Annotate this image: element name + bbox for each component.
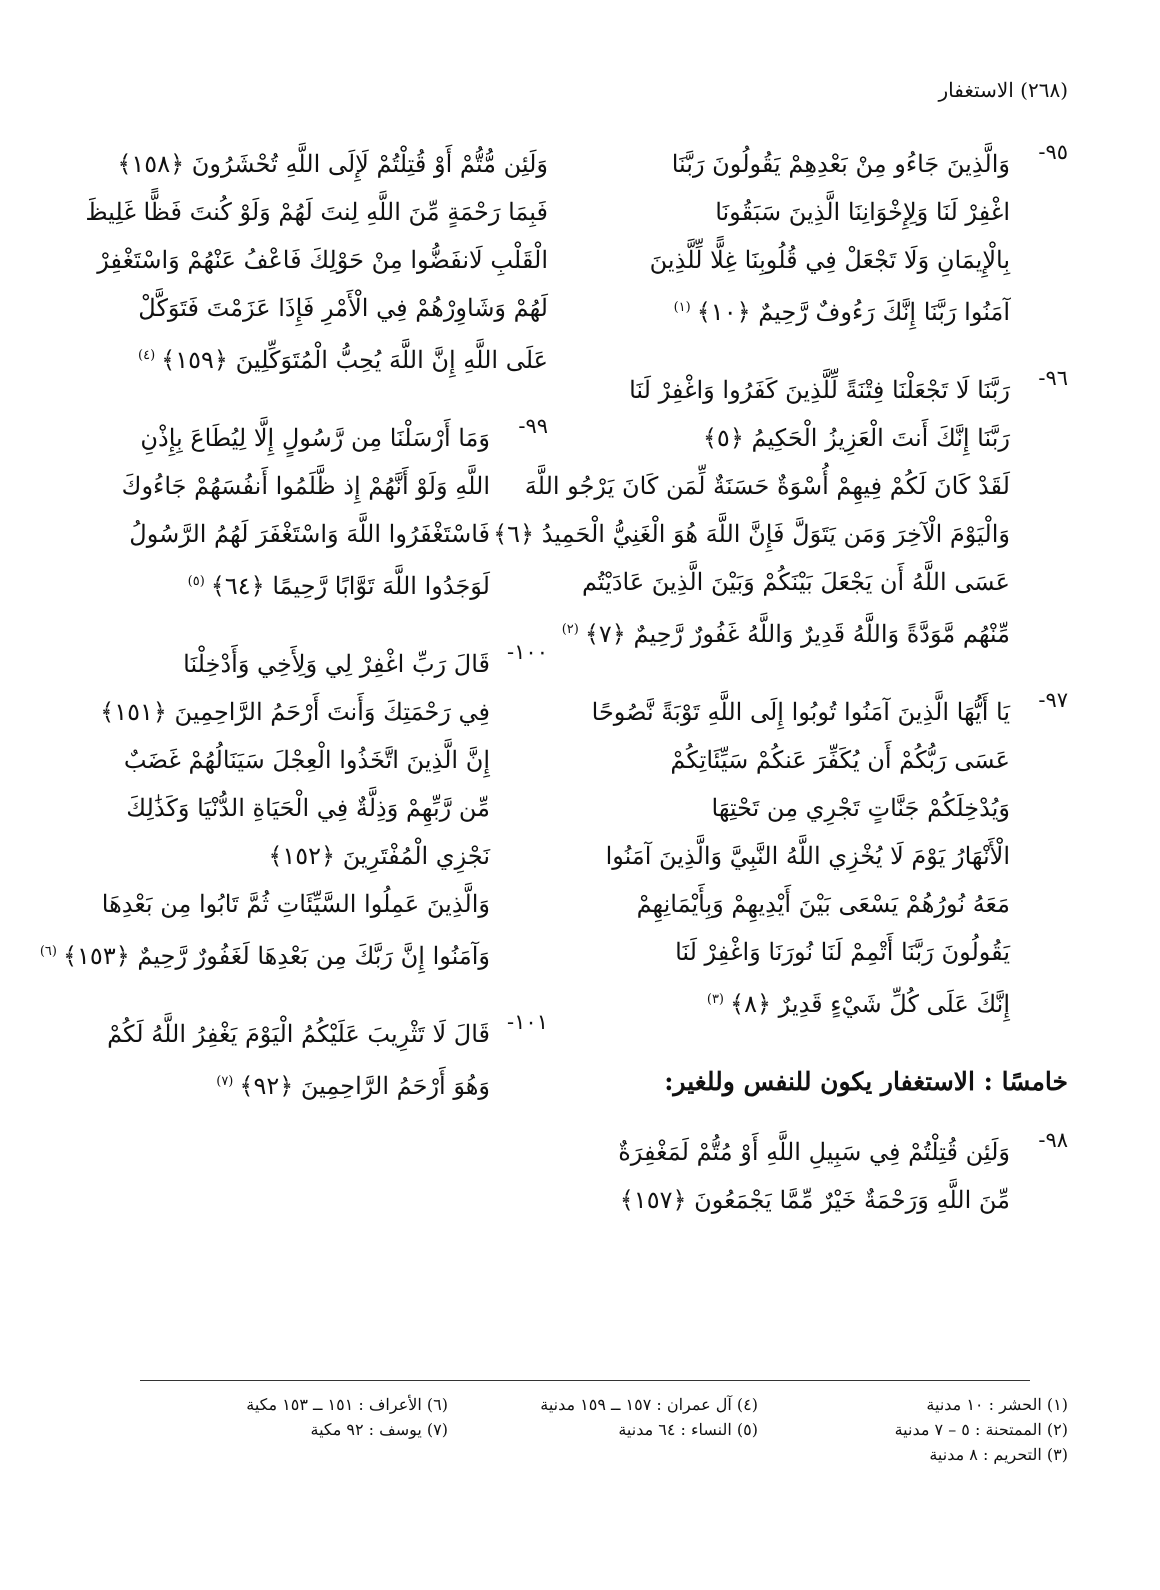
footnote: (٥) النساء : ٦٤ مدنية <box>618 1420 758 1439</box>
verse-entry <box>39 640 548 976</box>
verse-lines <box>39 640 490 976</box>
verse-text: مِّنْهُم مَّوَدَّةً وَاللَّهُ قَدِيرٌ وَاللَّهُ غَفُورٌ رَّحِيمٌ ﴿٧﴾ <box>584 620 1010 648</box>
verse-line <box>493 510 1010 558</box>
verse-text: اللَّهِ وَلَوْ أَنَّهُمْ إِذ ظَّلَمُوا أَنفُسَهُمْ جَاءُوكَ <box>121 472 490 500</box>
verse-line <box>97 236 548 284</box>
verse-line <box>118 510 490 558</box>
verse-line <box>638 284 1010 332</box>
verse-text: وَيُدْخِلَكُمْ جَنَّاتٍ تَجْرِي مِن تَحْتِهَا <box>711 794 1010 822</box>
verse-text: وَلَئِن قُتِلْتُمْ فِي سَبِيلِ اللَّهِ أَوْ مُتُّمْ لَمَغْفِرَةٌ <box>618 1138 1010 1166</box>
verse-text: مِّنَ اللَّهِ وَرَحْمَةٌ خَيْرٌ مِّمَّا يَجْمَعُونَ ﴿١٥٧﴾ <box>619 1186 1010 1214</box>
verse-text: وَالَّذِينَ جَاءُو مِنْ بَعْدِهِمْ يَقُولُونَ رَبَّنَا <box>671 150 1010 178</box>
verse-text: فِي رَحْمَتِكَ وَأَنتَ أَرْحَمُ الرَّاحِمِينَ ﴿١٥١﴾ <box>100 698 490 726</box>
verse-entry <box>618 1128 1068 1224</box>
verse-line <box>638 140 1010 188</box>
verse-lines <box>107 1010 490 1106</box>
verse-text: وَمَا أَرْسَلْنَا مِن رَّسُولٍ إِلَّا لِيُطَاعَ بِإِذْنِ <box>140 424 490 452</box>
footnote-ref: (٣) <box>706 992 724 1007</box>
verse-entry <box>591 688 1068 1024</box>
verse-line <box>118 332 548 380</box>
verse-line <box>638 736 1010 784</box>
verse-entry <box>107 1010 548 1106</box>
footnotes <box>138 1392 1068 1467</box>
footnote-ref: (٧) <box>216 1074 234 1089</box>
verse-line <box>118 462 490 510</box>
verse-line <box>591 688 1010 736</box>
verse-line <box>581 558 1010 606</box>
footnote: (١) الحشر : ١٠ مدنية <box>926 1395 1068 1414</box>
verse-line <box>629 366 1010 414</box>
page-header: (٢٦٨) الاستغفار <box>938 78 1068 102</box>
verse-text: يَقُولُونَ رَبَّنَا أَتْمِمْ لَنَا نُورَنَا وَاغْفِرْ لَنَا <box>675 938 1010 966</box>
verse-text: فَبِمَا رَحْمَةٍ مِّنَ اللَّهِ لِنتَ لَهُمْ وَلَوْ كُنتَ فَظًّا غَلِيظَ <box>85 198 548 226</box>
verse-text: وَلَئِن مُّتُّمْ أَوْ قُتِلْتُمْ لَإِلَى اللَّهِ تُحْشَرُونَ ﴿١٥٨﴾ <box>117 150 548 178</box>
verse-lines <box>118 414 490 606</box>
footnote-ref: (٥) <box>187 574 205 589</box>
footnote-divider <box>140 1380 1030 1381</box>
verse-text: وَهُوَ أَرْحَمُ الرَّاحِمِينَ ﴿٩٢﴾ <box>239 1072 490 1100</box>
verse-text: بِالْإِيمَانِ وَلَا تَجْعَلْ فِي قُلُوبِنَا غِلًّا لِّلَّذِينَ <box>649 246 1010 274</box>
verse-text: قَالَ لَا تَثْرِيبَ عَلَيْكُمُ الْيَوْمَ يَغْفِرُ اللَّهُ لَكُمْ <box>107 1020 490 1048</box>
verse-text: مِّن رَّبِّهِمْ وَذِلَّةٌ فِي الْحَيَاةِ الدُّنْيَا وَكَذَٰلِكَ <box>126 794 490 822</box>
footnote: (٧) يوسف : ٩٢ مكية <box>310 1420 448 1439</box>
verse-text: آمَنُوا رَبَّنَا إِنَّكَ رَءُوفٌ رَّحِيمٌ ﴿١٠﴾ <box>696 298 1010 326</box>
footnote-ref: (٤) <box>138 348 156 363</box>
footnote-ref: (٦) <box>39 944 57 959</box>
verse-line <box>618 1128 1010 1176</box>
verse-number: ٩٨- <box>1038 1128 1068 1152</box>
verse-line <box>605 832 1010 880</box>
verse-line <box>638 928 1010 976</box>
verse-line <box>561 606 1010 654</box>
verse-line <box>39 928 490 976</box>
verse-line <box>118 558 490 606</box>
verse-lines <box>618 1128 1010 1224</box>
footnote: (٣) التحريم : ٨ مدنية <box>929 1445 1068 1464</box>
verse-entry <box>638 140 1068 332</box>
verse-text: الْقَلْبِ لَانفَضُّوا مِنْ حَوْلِكَ فَاعْفُ عَنْهُمْ وَاسْتَغْفِرْ <box>97 246 548 274</box>
verse-number: ١٠٠- <box>507 640 548 664</box>
verse-line <box>118 736 490 784</box>
footnote-ref: (١) <box>673 300 691 315</box>
verse-text: لَقَدْ كَانَ لَكُمْ فِيهِمْ أُسْوَةٌ حَسَنَةٌ لِّمَن كَانَ يَرْجُو اللَّهَ <box>524 472 1010 500</box>
verse-line <box>638 976 1010 1024</box>
verse-line <box>118 784 490 832</box>
verse-text: إِنَّ الَّذِينَ اتَّخَذُوا الْعِجْلَ سَيَنَالُهُمْ غَضَبٌ <box>123 746 490 774</box>
verse-lines <box>591 688 1010 1024</box>
verse-number: ٩٩- <box>518 414 548 438</box>
verse-line <box>118 140 548 188</box>
verse-text: رَبَّنَا إِنَّكَ أَنتَ الْعَزِيزُ الْحَكِيمُ ﴿٥﴾ <box>702 424 1010 452</box>
verse-number: ٩٦- <box>1038 366 1068 390</box>
footnote-column <box>178 1392 448 1467</box>
verse-text: يَا أَيُّهَا الَّذِينَ آمَنُوا تُوبُوا إِلَى اللَّهِ تَوْبَةً نَّصُوحًا <box>591 698 1010 726</box>
verse-line <box>638 188 1010 236</box>
verse-entry <box>118 414 548 606</box>
verse-text: وَآمَنُوا إِنَّ رَبَّكَ مِن بَعْدِهَا لَغَفُورٌ رَّحِيمٌ ﴿١٥٣﴾ <box>62 942 490 970</box>
verse-line <box>619 1176 1010 1224</box>
verse-text: عَسَى رَبُّكُمْ أَن يُكَفِّرَ عَنكُمْ سَيِّئَاتِكُمْ <box>670 746 1010 774</box>
verse-line <box>638 784 1010 832</box>
verse-line <box>638 236 1010 284</box>
verse-line <box>118 1058 490 1106</box>
verse-line <box>101 880 490 928</box>
left-column <box>39 140 548 1140</box>
verse-text: رَبَّنَا لَا تَجْعَلْنَا فِتْنَةً لِّلَّذِينَ كَفَرُوا وَاغْفِرْ لَنَا <box>629 376 1010 404</box>
verse-lines <box>85 140 548 380</box>
footnote: (٢) الممتحنة : ٥ – ٧ مدنية <box>894 1420 1068 1439</box>
footnote-ref: (٢) <box>561 622 579 637</box>
footnote: (٤) آل عمران : ١٥٧ ــ ١٥٩ مدنية <box>540 1395 758 1414</box>
section-heading: خامسًا : الاستغفار يكون للنفس وللغير: <box>664 1067 1068 1096</box>
verse-text: نَجْزِي الْمُفْتَرِينَ ﴿١٥٢﴾ <box>268 842 490 870</box>
verse-line <box>524 462 1010 510</box>
verse-entry <box>85 140 548 380</box>
verse-text: وَالْيَوْمَ الْآخِرَ وَمَن يَتَوَلَّ فَإِنَّ اللَّهَ هُوَ الْغَنِيُّ الْحَمِيدُ ﴿٦﴾ <box>493 520 1010 548</box>
verse-number: ٩٥- <box>1038 140 1068 164</box>
verse-line <box>638 414 1010 462</box>
verse-text: اغْفِرْ لَنَا وَلِإِخْوَانِنَا الَّذِينَ سَبَقُونَا <box>715 198 1010 226</box>
verse-line <box>118 640 490 688</box>
verse-text: وَالَّذِينَ عَمِلُوا السَّيِّئَاتِ ثُمَّ تَابُوا مِن بَعْدِهَا <box>101 890 490 918</box>
verse-line <box>107 1010 490 1058</box>
verse-line <box>638 880 1010 928</box>
verse-number: ١٠١- <box>507 1010 548 1034</box>
verse-text: فَاسْتَغْفَرُوا اللَّهَ وَاسْتَغْفَرَ لَهُمُ الرَّسُولُ <box>129 520 490 548</box>
verse-text: مَعَهُ نُورُهُمْ يَسْعَى بَيْنَ أَيْدِيهِمْ وَبِأَيْمَانِهِمْ <box>636 890 1010 918</box>
footnote: (٦) الأعراف : ١٥١ ــ ١٥٣ مكية <box>246 1395 448 1414</box>
verse-line <box>100 688 490 736</box>
verse-text: إِنَّكَ عَلَى كُلِّ شَيْءٍ قَدِيرٌ ﴿٨﴾ <box>730 990 1010 1018</box>
verse-text: لَوَجَدُوا اللَّهَ تَوَّابًا رَّحِيمًا ﴿٦٤﴾ <box>210 572 490 600</box>
verse-text: قَالَ رَبِّ اغْفِرْ لِي وَلِأَخِي وَأَدْخِلْنَا <box>183 650 490 678</box>
verse-line <box>118 832 490 880</box>
verse-line <box>118 284 548 332</box>
verse-text: لَهُمْ وَشَاوِرْهُمْ فِي الْأَمْرِ فَإِذَا عَزَمْتَ فَتَوَكَّلْ <box>138 294 548 322</box>
footnote-column <box>798 1392 1068 1467</box>
footnote-column <box>488 1392 758 1467</box>
verse-lines <box>638 140 1010 332</box>
verse-text: عَسَى اللَّهُ أَن يَجْعَلَ بَيْنَكُمْ وَبَيْنَ الَّذِينَ عَادَيْتُم <box>581 568 1010 596</box>
verse-line <box>85 188 548 236</box>
verse-number: ٩٧- <box>1038 688 1068 712</box>
verse-line <box>118 414 490 462</box>
verse-text: الْأَنْهَارُ يَوْمَ لَا يُخْزِي اللَّهُ النَّبِيَّ وَالَّذِينَ آمَنُوا <box>605 842 1010 870</box>
verse-text: عَلَى اللَّهِ إِنَّ اللَّهَ يُحِبُّ الْمُتَوَكِّلِينَ ﴿١٥٩﴾ <box>161 346 548 374</box>
